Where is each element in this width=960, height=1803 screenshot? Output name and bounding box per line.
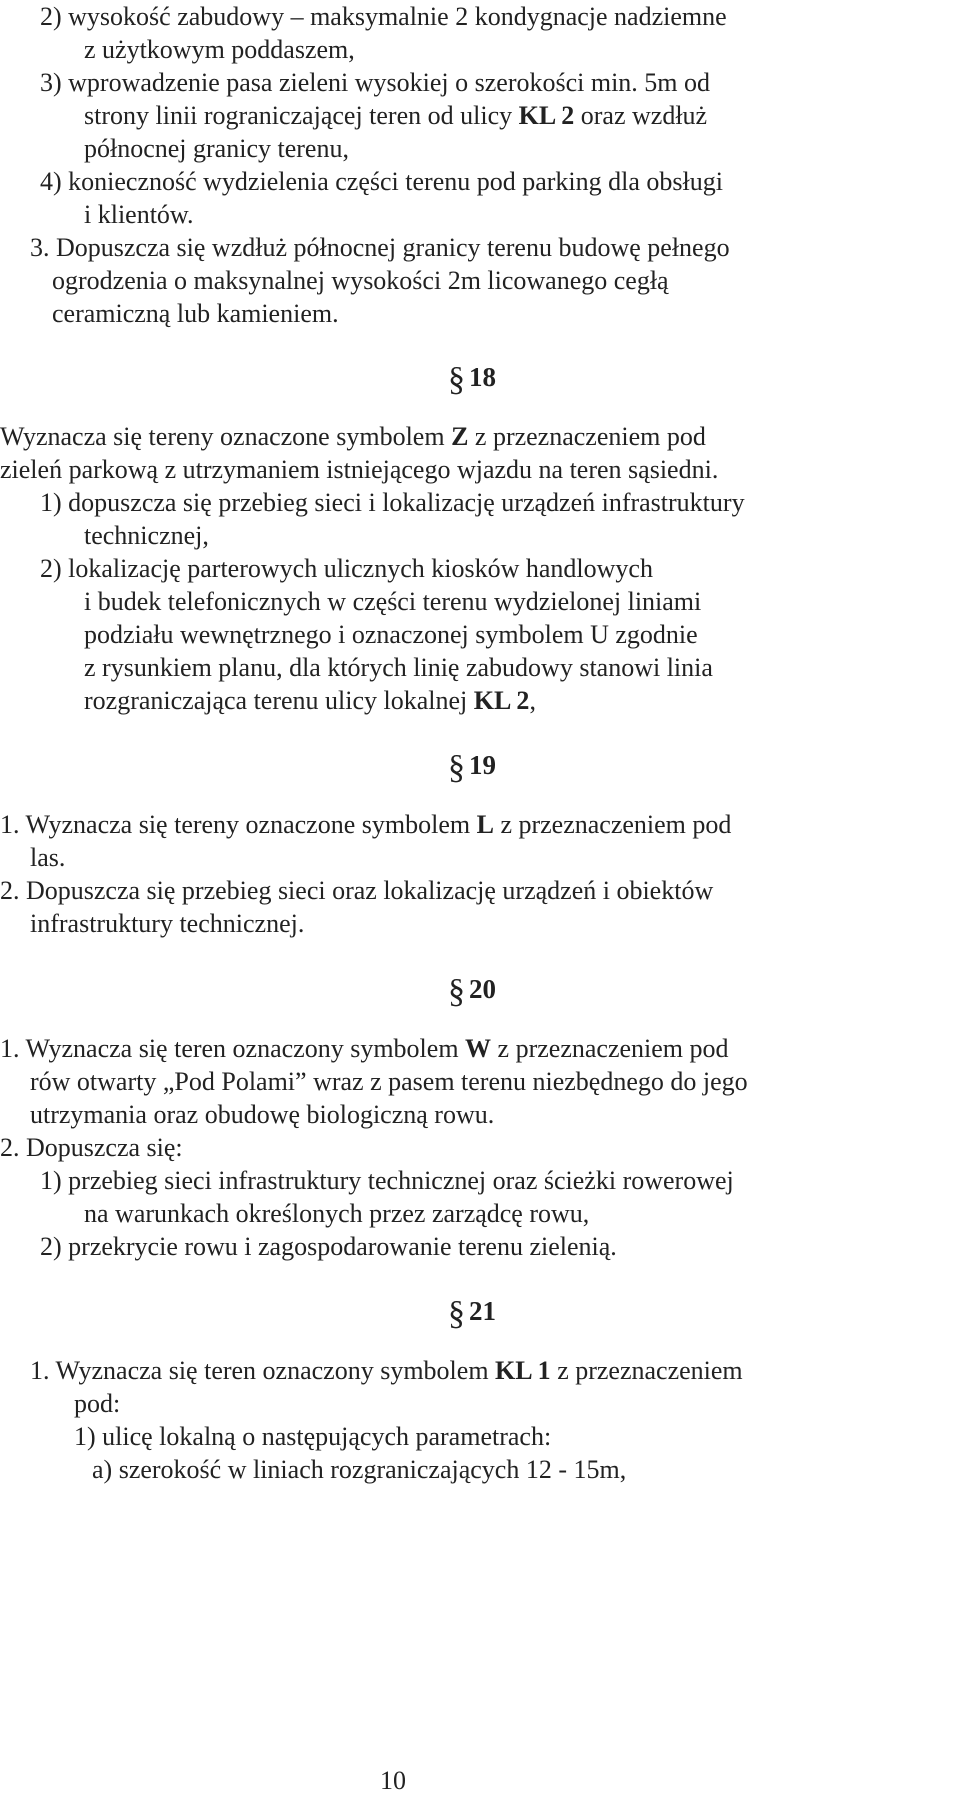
text-line: 3. Dopuszcza się wzdłuż północnej granicy terenu budowę pełnego: [30, 233, 730, 262]
section-symbol: §: [448, 361, 465, 398]
symbol-bold: KL 2: [518, 101, 575, 130]
paragraph-heading-21: [0, 1292, 960, 1332]
paragraph-number: 19: [469, 750, 496, 780]
paragraph-number: 18: [469, 362, 496, 392]
text-span: 1. Wyznacza się tereny oznaczone symbolem: [0, 810, 477, 839]
text-line: północnej granicy terenu,: [84, 134, 349, 163]
text-span: 1. Wyznacza się teren oznaczony symbolem: [30, 1356, 496, 1385]
paragraph-number: 21: [469, 1296, 496, 1326]
text-span: oraz wzdłuż: [574, 101, 708, 130]
symbol-bold: L: [476, 810, 494, 839]
text-line: 2) lokalizację parterowych ulicznych kiosków handlowych: [40, 554, 653, 583]
text-span: z przeznaczeniem: [550, 1356, 743, 1385]
text-line: 3) wprowadzenie pasa zieleni wysokiej o szerokości min. 5m od: [40, 68, 711, 97]
text-span: z przeznaczeniem pod: [493, 810, 732, 839]
text-span: strony linii rograniczającej teren od ulicy: [84, 101, 519, 130]
text-line: [0, 420, 706, 454]
text-span: z przeznaczeniem pod: [468, 422, 706, 451]
page-number: 10: [380, 1766, 406, 1795]
section-symbol: §: [448, 973, 465, 1010]
text-line: utrzymania oraz obudowę biologiczną rowu.: [30, 1100, 495, 1129]
text-line: 2) przekrycie rowu i zagospodarowanie terenu zielenią.: [40, 1232, 617, 1261]
text-line: 2. Dopuszcza się przebieg sieci oraz lokalizację urządzeń i obiektów: [0, 876, 714, 905]
text-line: [30, 1354, 743, 1388]
text-line: z użytkowym poddaszem,: [84, 35, 355, 64]
text-line: zieleń parkową z utrzymaniem istniejącego wjazdu na teren sąsiedni.: [0, 455, 719, 484]
text-span: z przeznaczeniem pod: [491, 1034, 729, 1063]
text-line: 4) konieczność wydzielenia części terenu pod parking dla obsługi: [40, 167, 723, 196]
symbol-bold: Z: [451, 422, 469, 451]
text-line: pod:: [74, 1389, 121, 1418]
text-line: [84, 99, 707, 133]
text-line: technicznej,: [84, 521, 209, 550]
text-line: i klientów.: [84, 200, 194, 229]
paragraph-heading-20: [0, 970, 960, 1010]
text-line: 2) wysokość zabudowy – maksymalnie 2 kondygnacje nadziemne: [40, 2, 727, 31]
text-line: [0, 808, 731, 842]
text-line: rów otwarty „Pod Polami” wraz z pasem terenu niezbędnego do jego: [30, 1067, 748, 1096]
symbol-bold: W: [465, 1034, 492, 1063]
text-line: i budek telefonicznych w części terenu wydzielonej liniami: [84, 587, 702, 616]
text-line: ceramiczną lub kamieniem.: [52, 299, 339, 328]
section-symbol: §: [448, 749, 465, 786]
paragraph-heading-18: [0, 358, 960, 398]
paragraph-heading-19: [0, 746, 960, 786]
text-line: 1) ulicę lokalną o następujących parametrach:: [74, 1422, 552, 1451]
text-line: na warunkach określonych przez zarządcę rowu,: [84, 1199, 590, 1228]
text-line: ogrodzenia o maksynalnej wysokości 2m licowanego cegłą: [52, 266, 669, 295]
text-line: 1) przebieg sieci infrastruktury technicznej oraz ścieżki rowerowej: [40, 1166, 734, 1195]
text-line: [0, 1032, 729, 1066]
symbol-bold: KL 2: [473, 686, 530, 715]
text-span: 1. Wyznacza się teren oznaczony symbolem: [0, 1034, 466, 1063]
text-span: Wyznacza się tereny oznaczone symbolem: [0, 422, 452, 451]
text-span: ,: [529, 686, 536, 715]
text-line: 2. Dopuszcza się:: [0, 1133, 183, 1162]
text-line: infrastruktury technicznej.: [30, 909, 305, 938]
text-span: rozgraniczająca terenu ulicy lokalnej: [84, 686, 474, 715]
text-line: las.: [30, 843, 66, 872]
text-line: podziału wewnętrznego i oznaczonej symbolem U zgodnie: [84, 620, 698, 649]
text-line: [84, 684, 536, 718]
text-line: 1) dopuszcza się przebieg sieci i lokalizację urządzeń infrastruktury: [40, 488, 745, 517]
section-symbol: §: [448, 1295, 465, 1332]
text-line: z rysunkiem planu, dla których linię zabudowy stanowi linia: [84, 653, 713, 682]
symbol-bold: KL 1: [495, 1356, 551, 1385]
text-line: a) szerokość w liniach rozgraniczających 12 - 15m,: [92, 1455, 627, 1484]
paragraph-number: 20: [469, 974, 496, 1004]
